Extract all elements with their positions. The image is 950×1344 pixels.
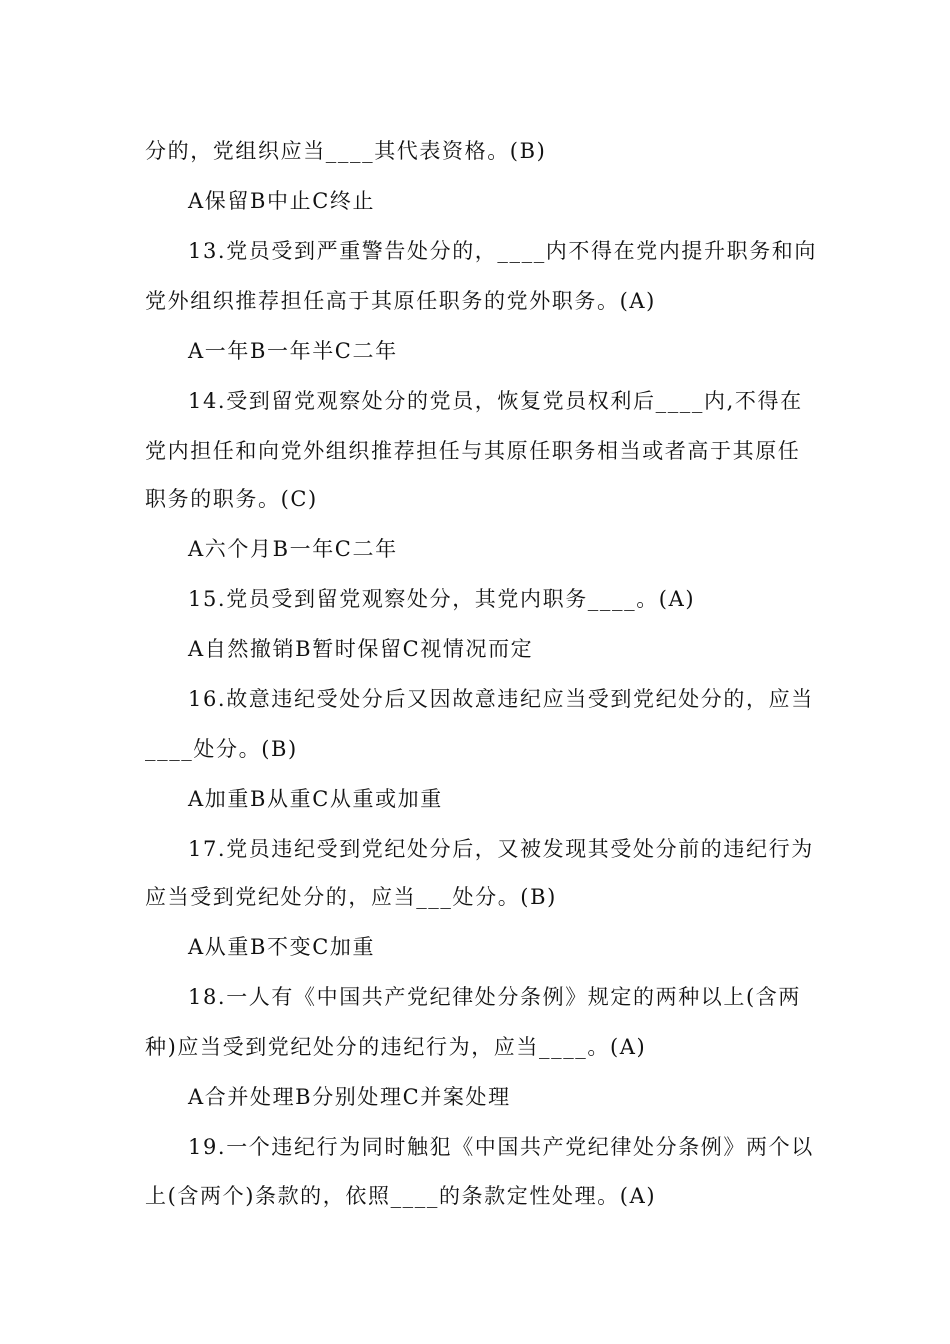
answer-options: A合并处理B分别处理C并案处理 [188,1085,511,1109]
text-line: 应当受到党纪处分的，应当___处分。(B) [145,885,557,909]
text-line: 党内担任和向党外组织推荐担任与其原任职务相当或者高于其原任 [145,439,801,463]
question-18: 18.一人有《中国共产党纪律处分条例》规定的两种以上(含两 [188,985,801,1009]
question-16: 16.故意违纪受处分后又因故意违纪应当受到党纪处分的，应当 [188,687,814,711]
text-line: 上(含两个)条款的，依照____的条款定性处理。(A) [145,1184,657,1208]
text-line: ____处分。(B) [145,737,298,761]
text-line: 种)应当受到党纪处分的违纪行为，应当____。(A) [145,1035,647,1059]
answer-options: A加重B从重C从重或加重 [188,787,443,811]
question-13: 13.党员受到严重警告处分的，____内不得在党内提升职务和向 [188,239,817,263]
question-15: 15.党员受到留党观察处分，其党内职务____。(A) [188,587,696,611]
text-line: 分的，党组织应当____其代表资格。(B) [145,139,547,163]
question-17: 17.党员违纪受到党纪处分后，又被发现其受处分前的违纪行为 [188,837,814,861]
text-line: 职务的职务。(C) [145,487,318,511]
question-14: 14.受到留党观察处分的党员，恢复党员权利后____内,不得在 [188,389,803,413]
answer-options: A一年B一年半C二年 [188,339,398,363]
answer-options: A从重B不变C加重 [188,935,376,959]
answer-options: A六个月B一年C二年 [188,537,398,561]
text-line: 党外组织推荐担任高于其原任职务的党外职务。(A) [145,289,656,313]
answer-options: A自然撤销B暂时保留C视情况而定 [188,637,534,661]
question-19: 19.一个违纪行为同时触犯《中国共产党纪律处分条例》两个以 [188,1135,814,1159]
answer-options: A保留B中止C终止 [188,189,376,213]
